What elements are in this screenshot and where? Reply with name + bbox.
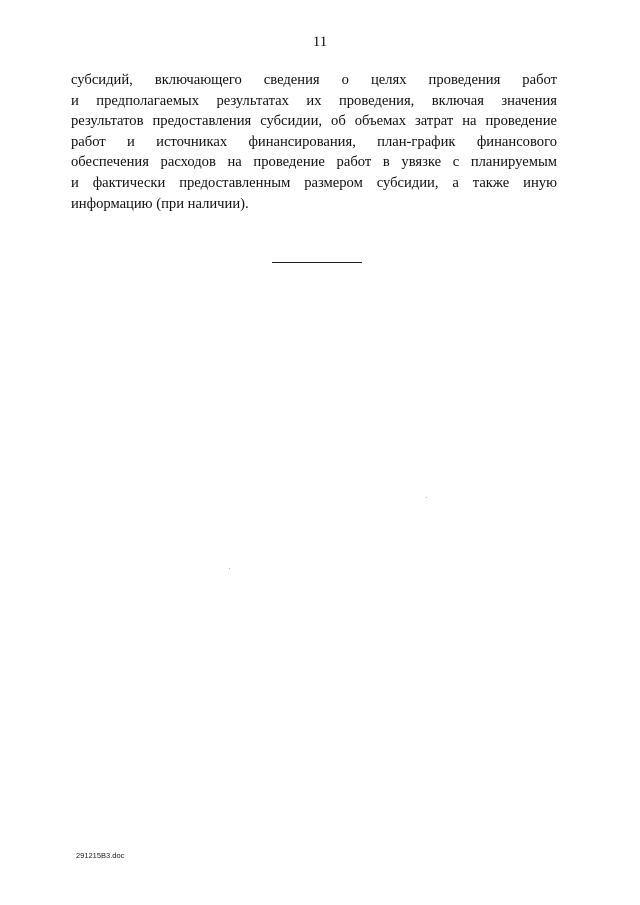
paragraph-line-3: результатов предоставления субсидии, об объемах затрат на проведение bbox=[71, 113, 557, 130]
paragraph-line-2: и предполагаемых результатах их проведения, включая значения bbox=[71, 92, 557, 109]
paragraph-line-7: информацию (при наличии). bbox=[71, 195, 249, 212]
end-separator-line bbox=[272, 262, 362, 263]
paragraph-line-4: работ и источниках финансирования, план-график финансового bbox=[71, 133, 557, 150]
page-number: 11 bbox=[312, 34, 328, 50]
footer-filename: 291215В3.doc bbox=[76, 851, 125, 860]
scan-speck bbox=[229, 568, 230, 569]
paragraph-line-5: обеспечения расходов на проведение работ в увязке с планируемым bbox=[71, 154, 557, 171]
body-paragraph bbox=[71, 70, 557, 214]
scan-speck bbox=[426, 497, 427, 498]
paragraph-line-1: субсидий, включающего сведения о целях проведения работ bbox=[71, 72, 557, 88]
paragraph-line-6: и фактически предоставленным размером субсидии, а также иную bbox=[71, 174, 557, 191]
